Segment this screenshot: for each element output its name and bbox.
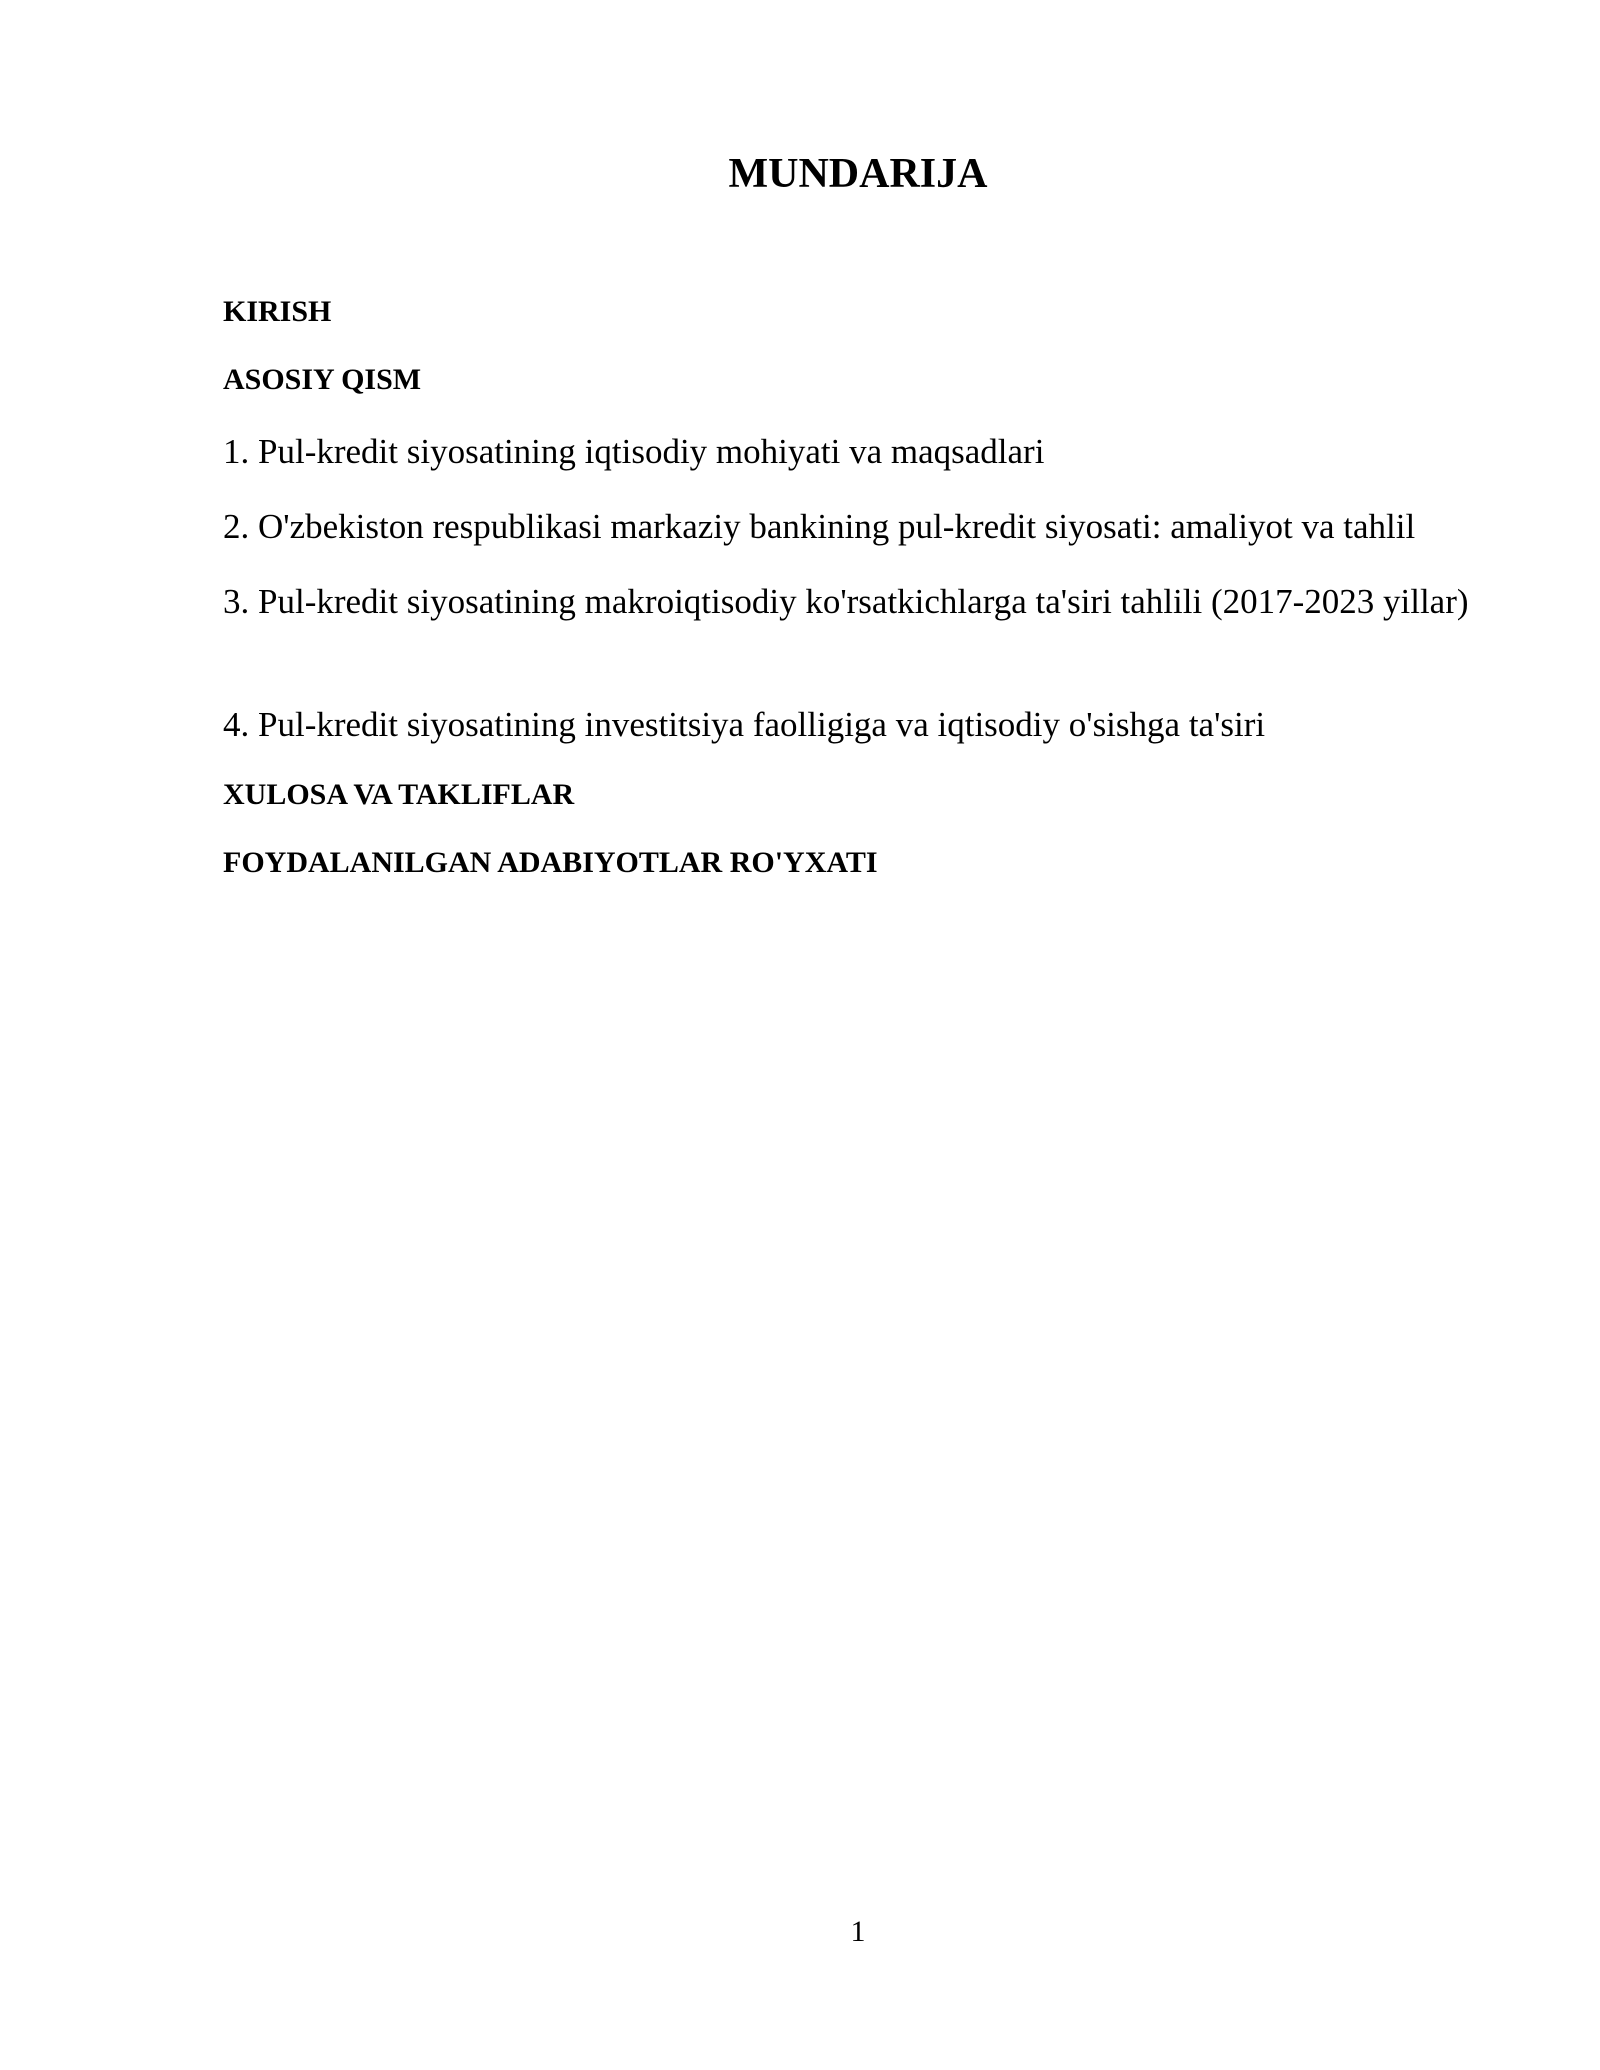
toc-entry-section-1: 1. Pul-kredit siyosatining iqtisodiy mohiyati va maqsadlari	[223, 432, 1045, 471]
toc-entry-section-3: 3. Pul-kredit siyosatining makroiqtisodiy ko'rsatkichlarga ta'siri tahlili (2017-2023 yillar)	[223, 582, 1469, 621]
page-number: 1	[850, 1915, 866, 1948]
page-title: MUNDARIJA	[728, 151, 988, 197]
toc-entry-section-4: 4. Pul-kredit siyosatining investitsiya faolligiga va iqtisodiy o'sishga ta'siri	[223, 705, 1266, 744]
toc-entry-xulosa: XULOSA VA TAKLIFLAR	[223, 778, 575, 811]
toc-entry-section-2: 2. O'zbekiston respublikasi markaziy bankining pul-kredit siyosati: amaliyot va tahlil	[223, 507, 1416, 546]
toc-entry-kirish: KIRISH	[223, 295, 332, 328]
toc-entry-asosiy-qism: ASOSIY QISM	[223, 363, 422, 396]
toc-entry-adabiyotlar: FOYDALANILGAN ADABIYOTLAR RO'YXATI	[223, 846, 878, 879]
